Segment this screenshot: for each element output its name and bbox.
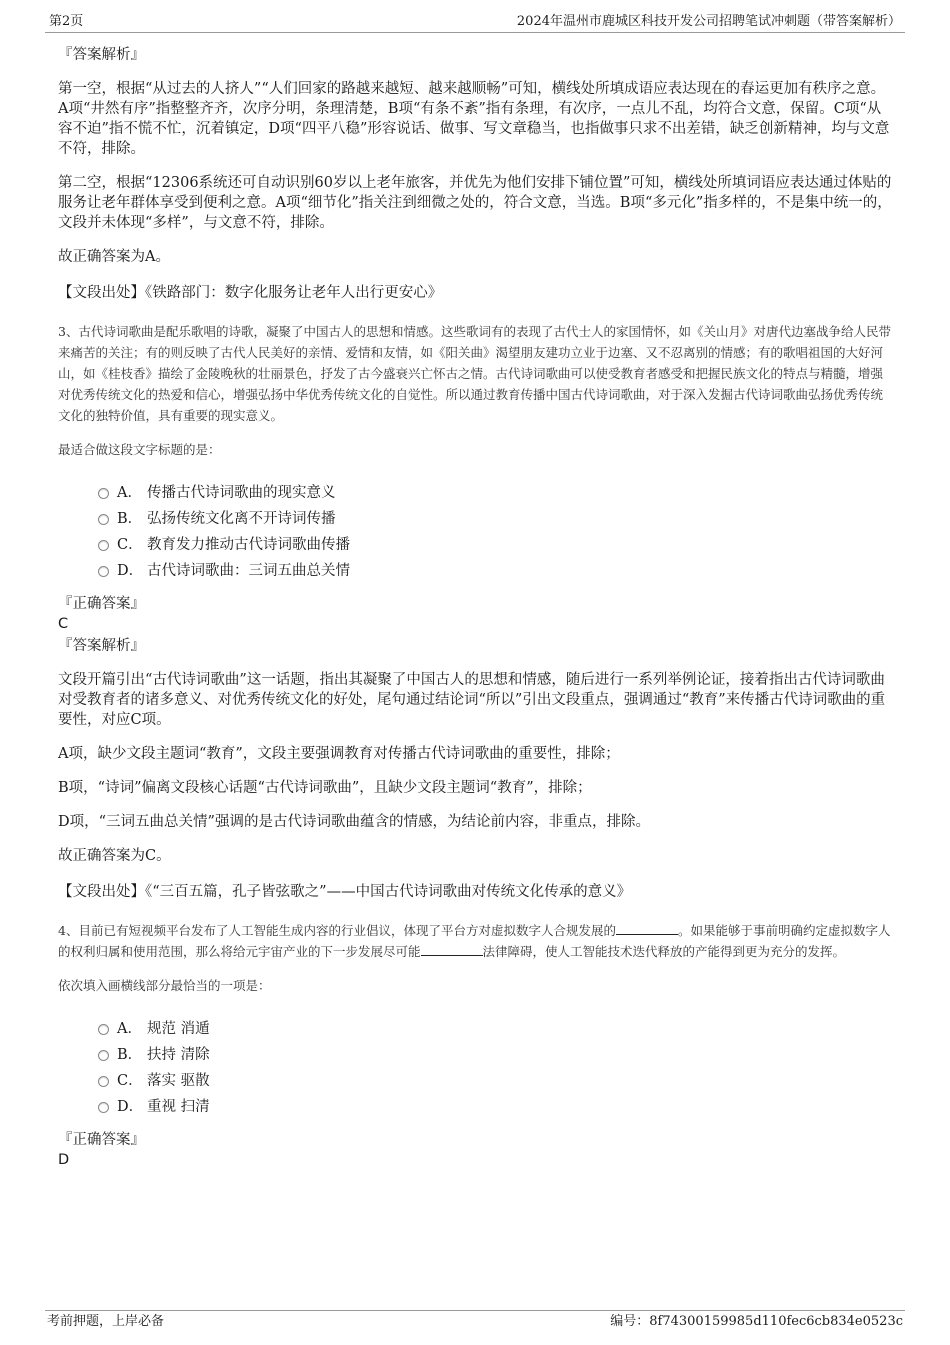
correct-answer-label: 『正确答案』 (58, 1132, 145, 1148)
analysis-paragraph: A项，缺少文段主题词“教育”，文段主要强调教育对传播古代诗词歌曲的重要性，排除； (58, 746, 620, 762)
option-letter: C． (117, 537, 143, 553)
document-code (610, 1311, 903, 1333)
option-text: 古代诗词歌曲：三词五曲总关情 (147, 563, 350, 579)
option-list (98, 480, 893, 584)
page-content (58, 45, 893, 1174)
option-text: 重视 扫清 (147, 1099, 210, 1115)
option-text: 教育发力推动古代诗词歌曲传播 (147, 537, 350, 553)
option-letter: A． (117, 485, 142, 501)
option-text: 规范 消遁 (147, 1021, 210, 1037)
document-title: 2024年温州市鹿城区科技开发公司招聘笔试冲刺题（带答案解析） (516, 14, 901, 29)
correct-answer: C (58, 616, 69, 632)
radio-button-icon[interactable] (98, 1024, 109, 1035)
radio-button-icon[interactable] (98, 1102, 109, 1113)
option-text: 传播古代诗词歌曲的现实意义 (147, 485, 336, 501)
analysis-paragraph: B项，“诗词”偏离文段核心话题“古代诗词歌曲”，且缺少文段主题词“教育”，排除； (58, 780, 592, 796)
analysis-paragraph: 第一空，根据“从过去的人挤人”“人们回家的路越来越短、越来越顺畅”可知，横线处所填成语应表达现在的春运更加有秩序之意。A项“井然有序”指整整齐齐，次序分明，条理清楚，B项“有条不紊”指有条理，有次序，一点儿不乱，均符合文意，保留。C项“从容不迫”指不慌不忙，沉着镇定，D项“四平八稳”形容说话、做事、写文章稳当，也指做事只求不出差错，缺乏创新精神，均与文意不符，排除。 (58, 81, 890, 157)
page-number: 第2页 (49, 14, 84, 29)
option-d[interactable] (98, 1094, 893, 1120)
question-stem (58, 920, 893, 962)
option-text: 落实 驱散 (147, 1073, 210, 1089)
stem-text: 4、目前已有短视频平台发布了人工智能生成内容的行业倡议，体现了平台方对虚拟数字人合规发展的 (58, 923, 616, 938)
question-3 (58, 321, 893, 902)
option-text: 弘扬传统文化离不开诗词传播 (147, 511, 336, 527)
page-footer (45, 1310, 905, 1333)
fill-blank (421, 941, 483, 956)
analysis-label: 『答案解析』 (58, 638, 145, 654)
fill-blank (616, 920, 678, 935)
stem-text: 。如果能够于事前明确约定虚拟数字人的权利归属和使用范围，那么将给元宇宙产业的下一步发展尽可能 (58, 923, 891, 959)
option-letter: B． (117, 1047, 143, 1063)
question-prompt: 最适合做这段文字标题的是： (58, 442, 221, 457)
correct-answer: D (58, 1152, 70, 1168)
radio-button-icon[interactable] (98, 566, 109, 577)
option-c[interactable] (98, 1068, 893, 1094)
analysis-paragraph: 第二空，根据“12306系统还可自动识别60岁以上老年旅客，并优先为他们安排下铺位置”可知，横线处所填词语应表达通过体贴的服务让老年群体享受到便利之意。A项“细节化”指关注到细微之处的，符合文意，当选。B项“多元化”指多样的，不是集中统一的，文段并未体现“多样”，与文意不符，排除。 (58, 175, 892, 231)
option-letter: A． (117, 1021, 142, 1037)
conclusion-text: 故正确答案为C。 (58, 848, 171, 864)
option-letter: C． (117, 1073, 143, 1089)
code-value: 8f74300159985d110fec6cb834e0523c (649, 1314, 903, 1329)
option-letter: D． (117, 1099, 144, 1115)
option-list (98, 1016, 893, 1120)
conclusion-text: 故正确答案为A。 (58, 249, 170, 265)
question-4 (58, 920, 893, 1170)
option-b[interactable] (98, 1042, 893, 1068)
question-2-analysis (58, 45, 893, 303)
source-citation: 【文段出处】《铁路部门：数字化服务让老年人出行更安心》 (58, 285, 443, 301)
analysis-paragraph: D项，“三词五曲总关情”强调的是古代诗词歌曲蕴含的情感，为结论前内容，非重点，排除。 (58, 814, 650, 830)
option-c[interactable] (98, 532, 893, 558)
question-stem: 3、古代诗词歌曲是配乐歌唱的诗歌，凝聚了中国古人的思想和情感。这些歌词有的表现了古代士人的家国情怀，如《关山月》对唐代边塞战争给人民带来痛苦的关注；有的则反映了古代人民美好的亲情、爱情和友情，如《阳关曲》渴望朋友建功立业于边塞、又不忍离别的情感；有的歌唱祖国的大好河山，如《桂枝香》描绘了金陵晚秋的壮丽景色，抒发了古今盛衰兴亡怀古之情。古代诗词歌曲可以使受教育者感受和把握民族文化的特点与精髓，增强对优秀传统文化的热爱和信心，增强弘扬中华优秀传统文化的自觉性。所以通过教育传播中国古代诗词歌曲，对于深入发掘古代诗词歌曲弘扬优秀传统文化的独特价值，具有重要的现实意义。 (58, 324, 891, 423)
stem-text: 法律障碍，使人工智能技术迭代释放的产能得到更为充分的发挥。 (482, 944, 846, 959)
option-letter: B． (117, 511, 143, 527)
analysis-label: 『答案解析』 (58, 47, 145, 63)
question-prompt: 依次填入画横线部分最恰当的一项是： (58, 978, 271, 993)
radio-button-icon[interactable] (98, 488, 109, 499)
option-d[interactable] (98, 558, 893, 584)
option-b[interactable] (98, 506, 893, 532)
code-label: 编号： (610, 1314, 650, 1329)
analysis-paragraph: 文段开篇引出“古代诗词歌曲”这一话题，指出其凝聚了中国古人的思想和情感，随后进行一系列举例论证，接着指出古代诗词歌曲对受教育者的诸多意义、对优秀传统文化的好处，尾句通过结论词“所以”引出文段重点，强调通过“教育”来传播古代诗词歌曲的重要性，对应C项。 (58, 672, 886, 728)
radio-button-icon[interactable] (98, 514, 109, 525)
source-citation: 【文段出处】《“三百五篇，孔子皆弦歌之”——中国古代诗词歌曲对传统文化传承的意义》 (58, 884, 632, 900)
correct-answer-label: 『正确答案』 (58, 596, 145, 612)
option-letter: D． (117, 563, 144, 579)
page-header (45, 12, 905, 33)
footer-slogan: 考前押题，上岸必备 (47, 1314, 165, 1329)
option-a[interactable] (98, 480, 893, 506)
radio-button-icon[interactable] (98, 540, 109, 551)
option-a[interactable] (98, 1016, 893, 1042)
radio-button-icon[interactable] (98, 1050, 109, 1061)
option-text: 扶持 清除 (147, 1047, 210, 1063)
radio-button-icon[interactable] (98, 1076, 109, 1087)
